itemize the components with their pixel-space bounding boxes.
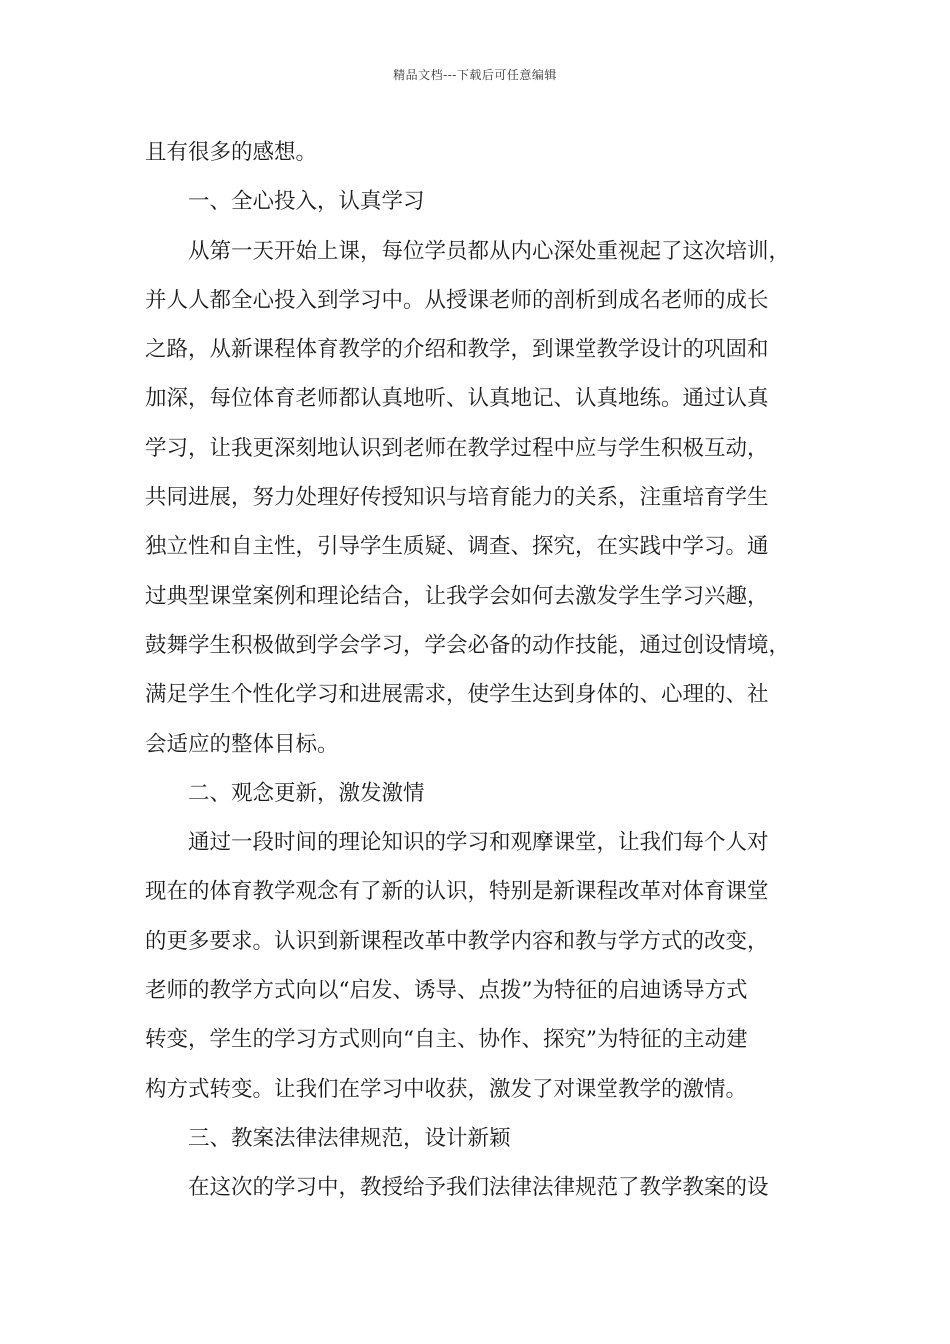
body-line: 会适应的整体目标。	[145, 731, 339, 757]
body-line: 并人人都全心投入到学习中。从授课老师的剖析到成名老师的成长	[145, 287, 769, 313]
section-heading-3: 三、教案法律法律规范，设计新颖	[188, 1125, 511, 1151]
body-line: 独立性和自主性，引导学生质疑、调查、探究，在实践中学习。通	[145, 534, 769, 560]
body-line: 鼓舞学生积极做到学会学习，学会必备的动作技能，通过创设情境，	[145, 632, 791, 658]
body-line: 老师的教学方式向以“启发、诱导、点拨”为特征的启迪诱导方式	[145, 978, 748, 1004]
body-line: 之路，从新课程体育教学的介绍和教学，到课堂教学设计的巩固和	[145, 337, 769, 363]
body-line: 的更多要求。认识到新课程改革中教学内容和教与学方式的改变，	[145, 928, 769, 954]
body-line: 在这次的学习中，教授给予我们法律法律规范了教学教案的设	[188, 1175, 769, 1201]
body-line: 过典型课堂案例和理论结合，让我学会如何去激发学生学习兴趣，	[145, 583, 769, 609]
body-line: 满足学生个性化学习和进展需求，使学生达到身体的、心理的、社	[145, 682, 769, 708]
body-line: 转变，学生的学习方式则向“自主、协作、探究”为特征的主动建	[145, 1027, 748, 1053]
body-line: 学习，让我更深刻地认识到老师在教学过程中应与学生积极互动，	[145, 435, 769, 461]
body-line: 加深，每位体育老师都认真地听、认真地记、认真地练。通过认真	[145, 386, 769, 412]
section-heading-2: 二、观念更新，激发激情	[188, 780, 425, 806]
section-heading-1: 一、全心投入，认真学习	[188, 189, 425, 215]
page-header: 精品文档---下载后可任意编辑	[393, 68, 557, 82]
body-line: 从第一天开始上课，每位学员都从内心深处重视起了这次培训，	[188, 238, 791, 264]
document-body	[145, 128, 825, 1213]
body-line: 且有很多的感想。	[145, 140, 318, 165]
body-line: 构方式转变。让我们在学习中收获，激发了对课堂教学的激情。	[145, 1076, 748, 1102]
body-line: 现在的体育教学观念有了新的认识，特别是新课程改革对体育课堂	[145, 879, 769, 905]
body-line: 通过一段时间的理论知识的学习和观摩课堂，让我们每个人对	[188, 830, 769, 856]
body-line: 共同进展，努力处理好传授知识与培育能力的关系，注重培育学生	[145, 485, 769, 511]
